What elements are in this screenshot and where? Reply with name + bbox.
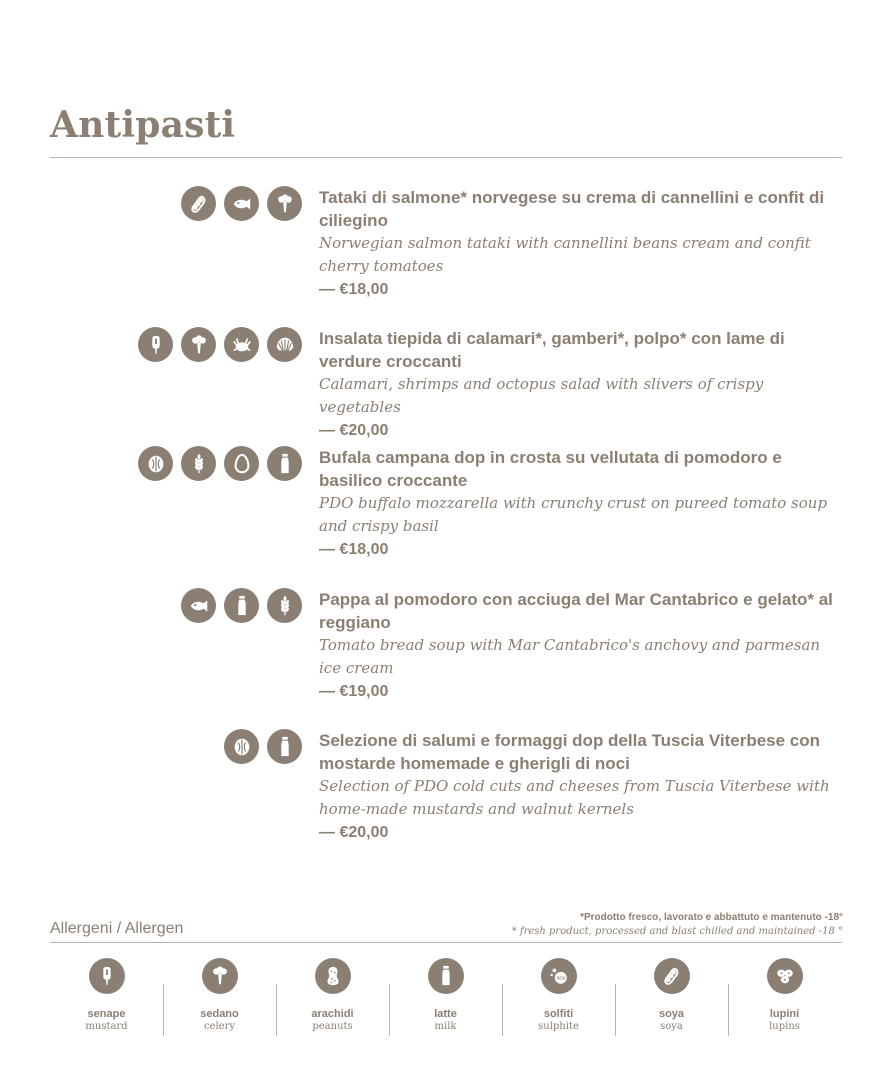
item-english: PDO buffalo mozzarella with crunchy crust on pureed tomato soup and crispy basil [319, 494, 828, 535]
soya-icon [654, 958, 690, 994]
fish-icon [224, 186, 259, 221]
legend-label-it: arachidi [311, 1008, 354, 1020]
legend-label-en: soya [660, 1021, 683, 1032]
lupin-icon [767, 958, 803, 994]
legend-label-en: peanuts [312, 1021, 353, 1032]
legend-label-it: lupini [769, 1008, 800, 1020]
legend-entry [389, 958, 502, 1033]
legend-entry [50, 958, 163, 1033]
allergen-icons [138, 327, 302, 362]
soya-icon [181, 186, 216, 221]
legend-label-it: sedano [200, 1008, 239, 1020]
milk-icon [267, 729, 302, 764]
nuts-icon [224, 729, 259, 764]
legend-label-it: senape [87, 1008, 126, 1020]
allergen-legend [50, 958, 842, 1033]
title-divider [50, 157, 842, 158]
item-price: — €20,00 [319, 422, 389, 439]
item-english: Tomato bread soup with Mar Cantabrico's anchovy and parmesan ice cream [319, 636, 821, 677]
svg-text:SO2: SO2 [555, 975, 565, 981]
milk-icon [428, 958, 464, 994]
legend-label-en: lupins [769, 1021, 800, 1032]
allergen-icons [181, 186, 302, 221]
milk-icon [267, 446, 302, 481]
legend-label-it: solfiti [543, 1008, 574, 1020]
item-price: — €18,00 [319, 541, 389, 558]
legend-entry [502, 958, 615, 1033]
egg-icon [224, 446, 259, 481]
legend-label-en: milk [434, 1021, 457, 1032]
sulphite-icon [541, 958, 577, 994]
gluten-icon [267, 588, 302, 623]
item-price: — €20,00 [319, 824, 389, 841]
milk-icon [224, 588, 259, 623]
item-text [319, 588, 844, 704]
gluten-icon [181, 446, 216, 481]
legend-entry [163, 958, 276, 1033]
frozen-note-it: *Prodotto fresco, lavorato e abbattuto e mantenuto -18° [580, 912, 843, 923]
mollusc-icon [267, 327, 302, 362]
legend-label-en: sulphite [538, 1021, 579, 1032]
item-english: Norwegian salmon tataki with cannellini beans cream and confit cherry tomatoes [319, 234, 811, 275]
legend-label-it: soya [658, 1008, 685, 1020]
item-name: Selezione di salumi e formaggi dop della Tuscia Viterbese con mostarde homemade e gherigli di noci [319, 731, 821, 773]
item-name: Pappa al pomodoro con acciuga del Mar Cantabrico e gelato* al reggiano [319, 590, 833, 632]
legend-divider [50, 942, 842, 943]
nuts-icon [138, 446, 173, 481]
legend-entry [728, 958, 841, 1033]
item-text [319, 186, 844, 302]
legend-entry [276, 958, 389, 1033]
item-name: Insalata tiepida di calamari*, gamberi*, polpo* con lame di verdure croccanti [319, 329, 785, 371]
celery-icon [267, 186, 302, 221]
legend-label-it: latte [434, 1008, 457, 1020]
mustard-icon [138, 327, 173, 362]
frozen-note-en: * fresh product, processed and blast chilled and maintained -18 ° [511, 926, 843, 937]
celery-icon [181, 327, 216, 362]
legend-label-en: celery [203, 1021, 236, 1032]
allergen-icons [181, 588, 302, 623]
item-name: Tataki di salmone* norvegese su crema di cannellini e confit di ciliegino [319, 188, 825, 230]
item-english: Calamari, shrimps and octopus salad with slivers of crispy vegetables [319, 375, 764, 416]
allergen-icons [138, 446, 302, 481]
item-text [319, 729, 844, 845]
item-text [319, 327, 844, 443]
legend-entry [615, 958, 728, 1033]
item-price: — €18,00 [319, 281, 389, 298]
fish-icon [181, 588, 216, 623]
legend-title: Allergeni / Allergen [50, 920, 184, 937]
celery-icon [202, 958, 238, 994]
item-price: — €19,00 [319, 683, 389, 700]
peanut-icon [315, 958, 351, 994]
section-title: Antipasti [50, 104, 236, 146]
mustard-icon [89, 958, 125, 994]
item-text [319, 446, 844, 562]
legend-label-en: mustard [85, 1021, 128, 1032]
allergen-icons [224, 729, 302, 764]
crustacean-icon [224, 327, 259, 362]
item-english: Selection of PDO cold cuts and cheeses from Tuscia Viterbese with home-made mustards and walnut kernels [319, 777, 830, 818]
item-name: Bufala campana dop in crosta su vellutata di pomodoro e basilico croccante [319, 448, 782, 490]
